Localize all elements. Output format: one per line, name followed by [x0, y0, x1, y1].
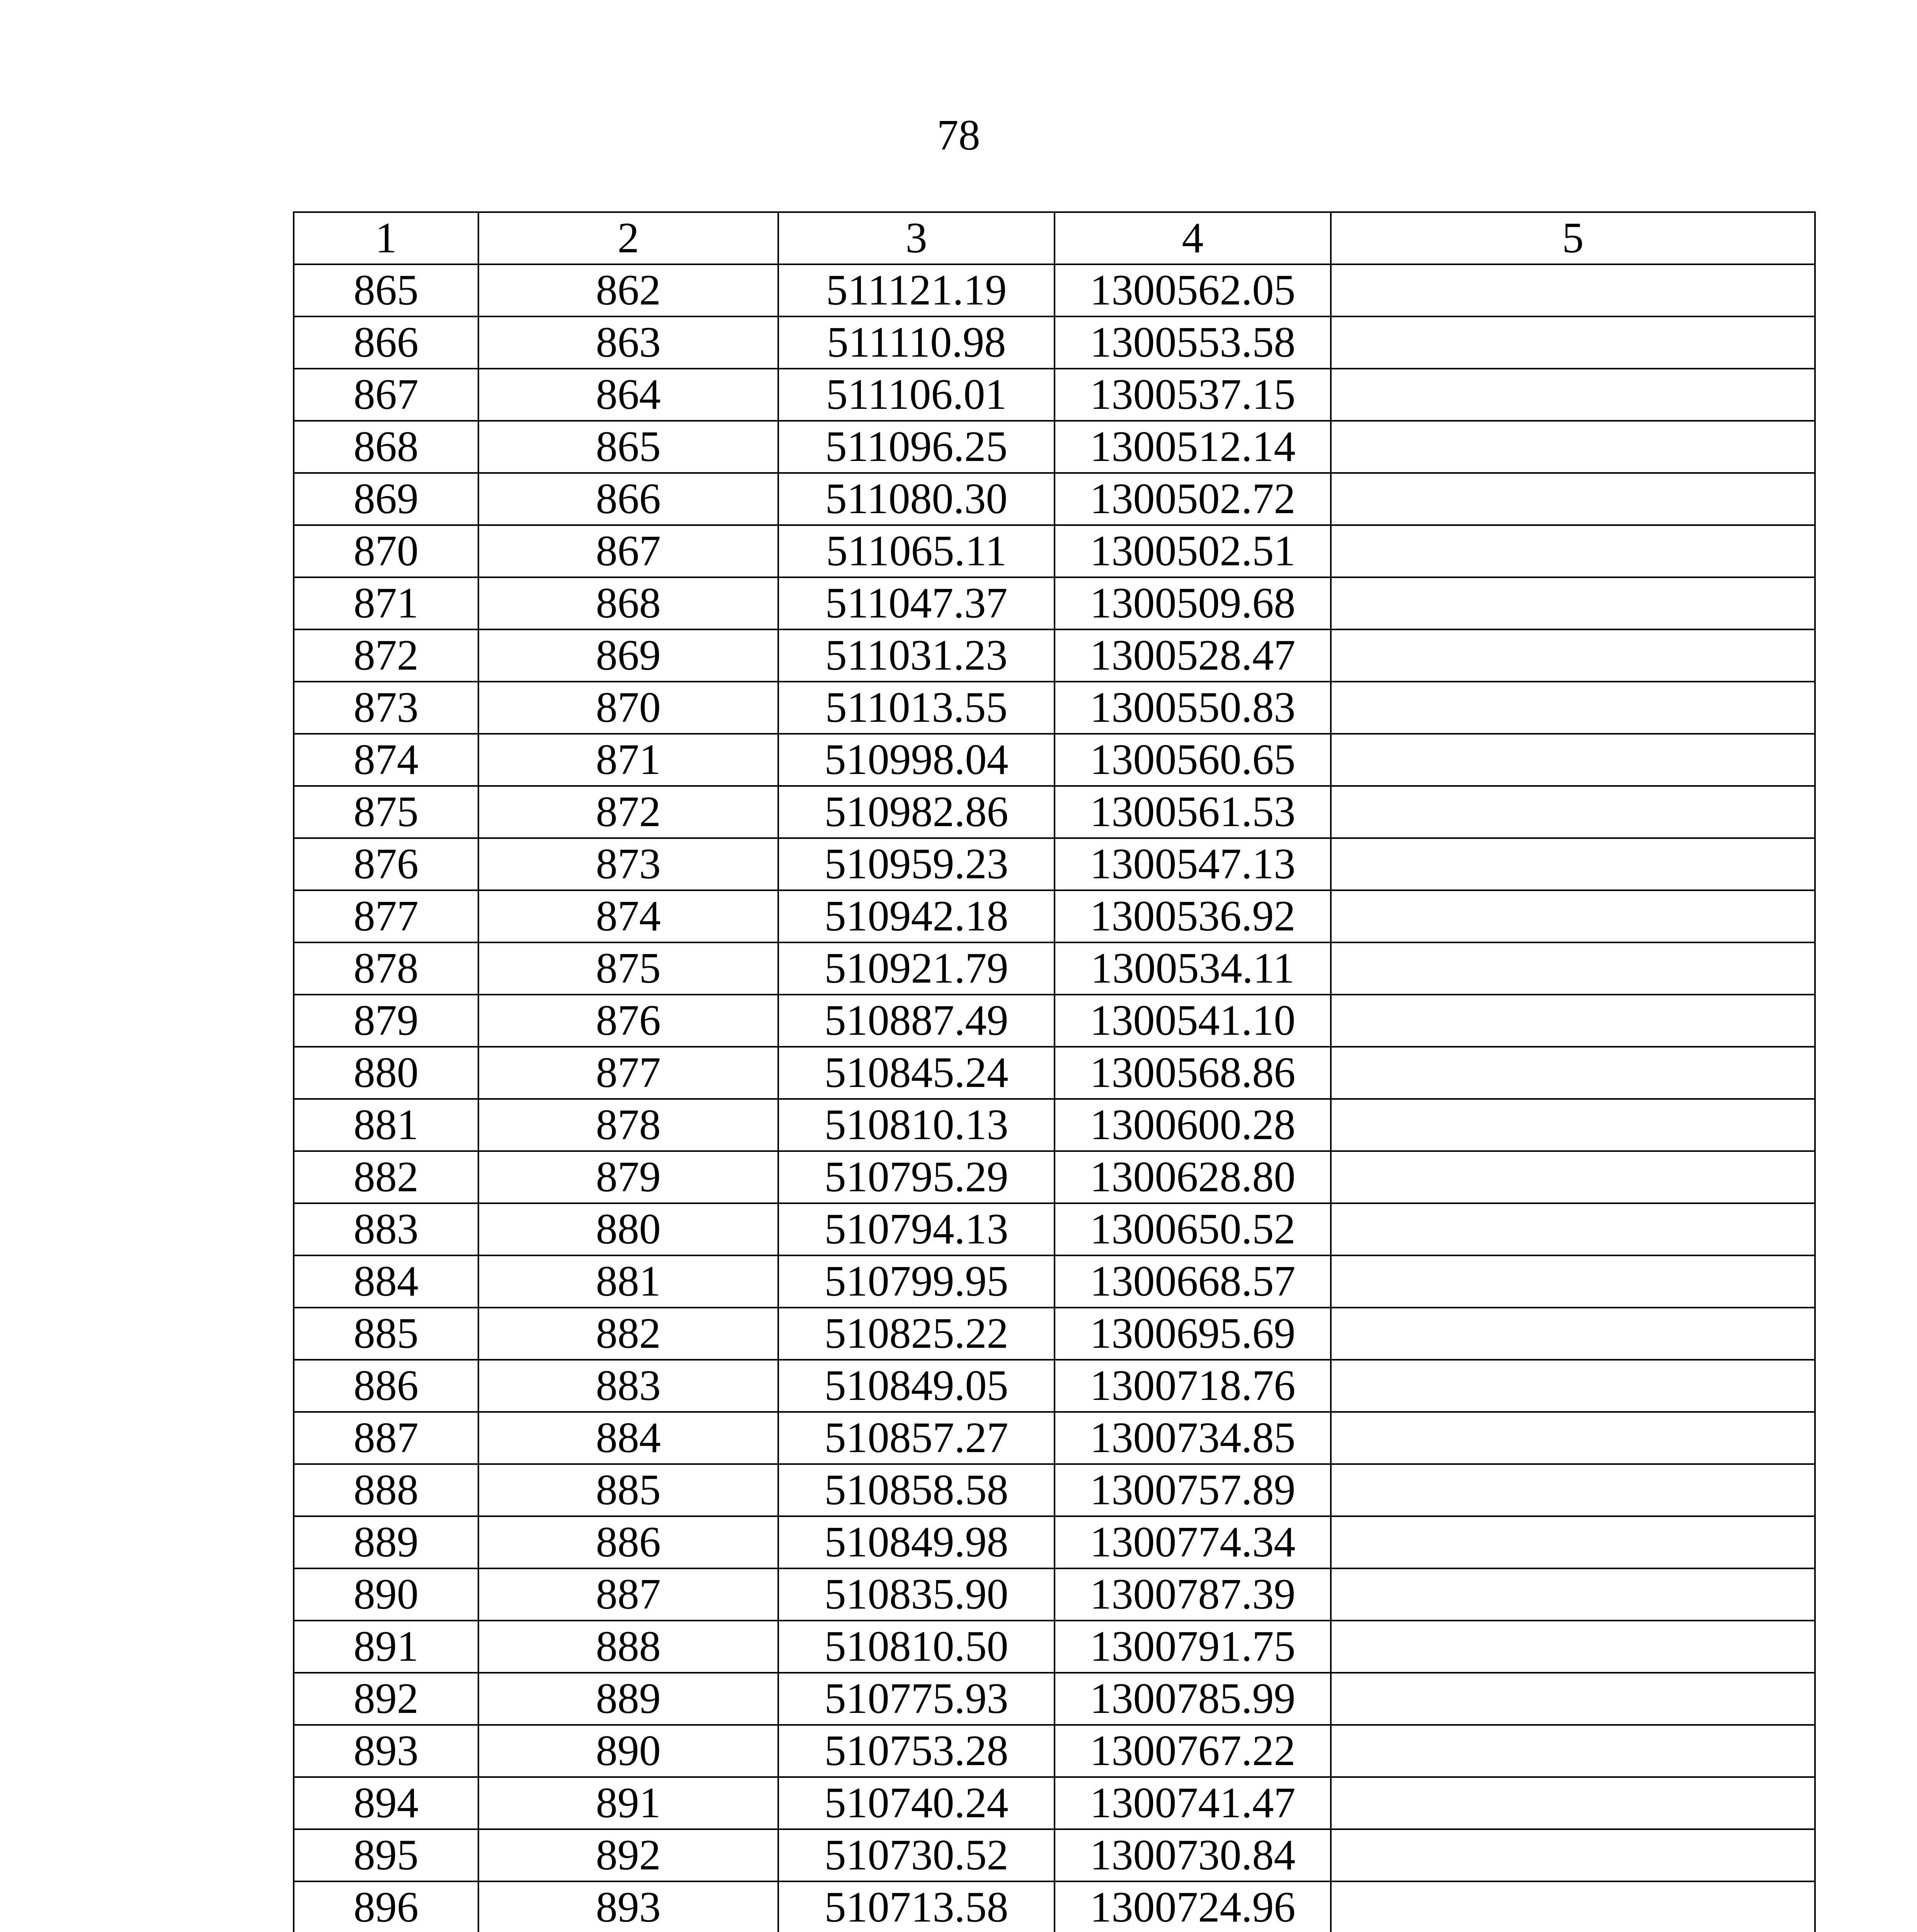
cell-point-number: 886 [294, 1360, 478, 1412]
cell-y: 1300791.75 [1055, 1621, 1331, 1673]
cell-index: 885 [478, 1464, 778, 1516]
cell-x: 511106.01 [778, 369, 1055, 421]
cell-point-number: 875 [294, 786, 478, 838]
cell-x: 510998.04 [778, 734, 1055, 786]
table-row [294, 1047, 1815, 1099]
page-number: 78 [937, 111, 980, 159]
table-header-row [294, 212, 1815, 264]
cell-y: 1300568.86 [1055, 1047, 1331, 1099]
cell-point-number: 894 [294, 1777, 478, 1829]
cell-point-number: 881 [294, 1099, 478, 1151]
table-row [294, 421, 1815, 473]
cell-y: 1300502.51 [1055, 525, 1331, 577]
table-row [294, 1516, 1815, 1568]
cell-index: 874 [478, 890, 778, 942]
header-cell-1: 1 [294, 212, 478, 264]
cell-index: 884 [478, 1412, 778, 1464]
cell-x: 510959.23 [778, 838, 1055, 890]
cell-x: 510730.52 [778, 1829, 1055, 1881]
cell-note [1331, 942, 1815, 995]
cell-x: 510799.95 [778, 1255, 1055, 1308]
table-row [294, 734, 1815, 786]
cell-x: 510775.93 [778, 1673, 1055, 1725]
header-cell-2: 2 [478, 212, 778, 264]
cell-index: 864 [478, 369, 778, 421]
cell-point-number: 876 [294, 838, 478, 890]
table-row [294, 838, 1815, 890]
table-row [294, 1673, 1815, 1725]
table-row [294, 525, 1815, 577]
cell-point-number: 878 [294, 942, 478, 995]
table-body [294, 212, 1815, 1932]
cell-index: 869 [478, 629, 778, 682]
table-row [294, 1829, 1815, 1881]
cell-point-number: 870 [294, 525, 478, 577]
cell-index: 892 [478, 1829, 778, 1881]
table-row [294, 995, 1815, 1047]
cell-index: 870 [478, 682, 778, 734]
cell-point-number: 879 [294, 995, 478, 1047]
cell-x: 511013.55 [778, 682, 1055, 734]
cell-index: 868 [478, 577, 778, 629]
cell-y: 1300537.15 [1055, 369, 1331, 421]
cell-point-number: 885 [294, 1308, 478, 1360]
cell-note [1331, 316, 1815, 369]
cell-point-number: 872 [294, 629, 478, 682]
cell-y: 1300560.65 [1055, 734, 1331, 786]
cell-note [1331, 1047, 1815, 1099]
table-row [294, 1360, 1815, 1412]
cell-x: 510810.13 [778, 1099, 1055, 1151]
cell-note [1331, 734, 1815, 786]
cell-index: 880 [478, 1203, 778, 1255]
cell-note [1331, 1568, 1815, 1621]
cell-point-number: 888 [294, 1464, 478, 1516]
table-row [294, 1881, 1815, 1932]
cell-point-number: 869 [294, 473, 478, 525]
cell-note [1331, 1412, 1815, 1464]
cell-x: 511065.11 [778, 525, 1055, 577]
cell-x: 510942.18 [778, 890, 1055, 942]
cell-index: 863 [478, 316, 778, 369]
cell-point-number: 883 [294, 1203, 478, 1255]
cell-y: 1300774.34 [1055, 1516, 1331, 1568]
cell-y: 1300547.13 [1055, 838, 1331, 890]
cell-x: 511096.25 [778, 421, 1055, 473]
table-row [294, 786, 1815, 838]
table-row [294, 682, 1815, 734]
cell-index: 881 [478, 1255, 778, 1308]
cell-note [1331, 838, 1815, 890]
table-row [294, 1203, 1815, 1255]
cell-x: 510845.24 [778, 1047, 1055, 1099]
cell-y: 1300767.22 [1055, 1725, 1331, 1777]
cell-y: 1300724.96 [1055, 1881, 1331, 1932]
table-row [294, 473, 1815, 525]
cell-x: 510982.86 [778, 786, 1055, 838]
cell-note [1331, 525, 1815, 577]
cell-index: 882 [478, 1308, 778, 1360]
cell-y: 1300512.14 [1055, 421, 1331, 473]
table-row [294, 1412, 1815, 1464]
cell-point-number: 877 [294, 890, 478, 942]
header-cell-5: 5 [1331, 212, 1815, 264]
cell-y: 1300541.10 [1055, 995, 1331, 1047]
cell-x: 510825.22 [778, 1308, 1055, 1360]
cell-note [1331, 890, 1815, 942]
cell-index: 889 [478, 1673, 778, 1725]
cell-note [1331, 1360, 1815, 1412]
cell-y: 1300600.28 [1055, 1099, 1331, 1151]
cell-index: 886 [478, 1516, 778, 1568]
cell-y: 1300502.72 [1055, 473, 1331, 525]
cell-index: 865 [478, 421, 778, 473]
cell-note [1331, 995, 1815, 1047]
cell-x: 510713.58 [778, 1881, 1055, 1932]
cell-note [1331, 473, 1815, 525]
cell-x: 511031.23 [778, 629, 1055, 682]
table-row [294, 942, 1815, 995]
cell-y: 1300536.92 [1055, 890, 1331, 942]
cell-x: 510810.50 [778, 1621, 1055, 1673]
cell-index: 878 [478, 1099, 778, 1151]
cell-point-number: 874 [294, 734, 478, 786]
cell-x: 510740.24 [778, 1777, 1055, 1829]
cell-y: 1300787.39 [1055, 1568, 1331, 1621]
cell-y: 1300550.83 [1055, 682, 1331, 734]
cell-point-number: 887 [294, 1412, 478, 1464]
cell-y: 1300757.89 [1055, 1464, 1331, 1516]
cell-index: 890 [478, 1725, 778, 1777]
cell-note [1331, 421, 1815, 473]
cell-index: 891 [478, 1777, 778, 1829]
table-row [294, 316, 1815, 369]
cell-x: 510921.79 [778, 942, 1055, 995]
cell-note [1331, 1308, 1815, 1360]
cell-point-number: 896 [294, 1881, 478, 1932]
cell-point-number: 893 [294, 1725, 478, 1777]
cell-y: 1300741.47 [1055, 1777, 1331, 1829]
cell-note [1331, 264, 1815, 316]
cell-y: 1300650.52 [1055, 1203, 1331, 1255]
cell-y: 1300695.69 [1055, 1308, 1331, 1360]
cell-index: 893 [478, 1881, 778, 1932]
cell-point-number: 865 [294, 264, 478, 316]
table-row [294, 577, 1815, 629]
cell-y: 1300785.99 [1055, 1673, 1331, 1725]
cell-point-number: 891 [294, 1621, 478, 1673]
cell-x: 510794.13 [778, 1203, 1055, 1255]
cell-note [1331, 1151, 1815, 1203]
cell-x: 511110.98 [778, 316, 1055, 369]
table-row [294, 890, 1815, 942]
table-row [294, 1308, 1815, 1360]
cell-note [1331, 629, 1815, 682]
cell-y: 1300628.80 [1055, 1151, 1331, 1203]
coordinates-table [293, 211, 1816, 1932]
cell-index: 872 [478, 786, 778, 838]
cell-x: 510849.98 [778, 1516, 1055, 1568]
cell-index: 879 [478, 1151, 778, 1203]
table-row [294, 1255, 1815, 1308]
cell-x: 510753.28 [778, 1725, 1055, 1777]
cell-note [1331, 1203, 1815, 1255]
cell-x: 510858.58 [778, 1464, 1055, 1516]
cell-index: 883 [478, 1360, 778, 1412]
cell-y: 1300718.76 [1055, 1360, 1331, 1412]
cell-index: 875 [478, 942, 778, 995]
cell-y: 1300734.85 [1055, 1412, 1331, 1464]
cell-note [1331, 682, 1815, 734]
cell-point-number: 867 [294, 369, 478, 421]
table-row [294, 1621, 1815, 1673]
cell-x: 510887.49 [778, 995, 1055, 1047]
table-row [294, 1099, 1815, 1151]
cell-point-number: 895 [294, 1829, 478, 1881]
cell-y: 1300528.47 [1055, 629, 1331, 682]
cell-note [1331, 1516, 1815, 1568]
table-row [294, 1725, 1815, 1777]
table-row [294, 1151, 1815, 1203]
cell-index: 887 [478, 1568, 778, 1621]
cell-point-number: 892 [294, 1673, 478, 1725]
cell-index: 877 [478, 1047, 778, 1099]
table-row [294, 369, 1815, 421]
cell-index: 888 [478, 1621, 778, 1673]
table-row [294, 1568, 1815, 1621]
cell-index: 871 [478, 734, 778, 786]
cell-y: 1300509.68 [1055, 577, 1331, 629]
cell-x: 511047.37 [778, 577, 1055, 629]
cell-note [1331, 1673, 1815, 1725]
cell-y: 1300553.58 [1055, 316, 1331, 369]
cell-point-number: 868 [294, 421, 478, 473]
cell-note [1331, 786, 1815, 838]
cell-note [1331, 369, 1815, 421]
header-cell-4: 4 [1055, 212, 1331, 264]
cell-note [1331, 1099, 1815, 1151]
cell-index: 873 [478, 838, 778, 890]
cell-y: 1300562.05 [1055, 264, 1331, 316]
header-cell-3: 3 [778, 212, 1055, 264]
table-row [294, 629, 1815, 682]
cell-point-number: 880 [294, 1047, 478, 1099]
cell-note [1331, 1881, 1815, 1932]
cell-index: 867 [478, 525, 778, 577]
cell-y: 1300534.11 [1055, 942, 1331, 995]
cell-index: 862 [478, 264, 778, 316]
table-row [294, 264, 1815, 316]
table-row [294, 1464, 1815, 1516]
cell-note [1331, 1829, 1815, 1881]
cell-index: 876 [478, 995, 778, 1047]
cell-point-number: 871 [294, 577, 478, 629]
cell-x: 510849.05 [778, 1360, 1055, 1412]
cell-point-number: 889 [294, 1516, 478, 1568]
cell-note [1331, 577, 1815, 629]
cell-x: 511121.19 [778, 264, 1055, 316]
cell-point-number: 873 [294, 682, 478, 734]
cell-x: 511080.30 [778, 473, 1055, 525]
cell-y: 1300561.53 [1055, 786, 1331, 838]
cell-note [1331, 1464, 1815, 1516]
cell-note [1331, 1255, 1815, 1308]
cell-point-number: 882 [294, 1151, 478, 1203]
cell-x: 510795.29 [778, 1151, 1055, 1203]
cell-point-number: 890 [294, 1568, 478, 1621]
cell-y: 1300730.84 [1055, 1829, 1331, 1881]
cell-x: 510857.27 [778, 1412, 1055, 1464]
cell-note [1331, 1725, 1815, 1777]
cell-note [1331, 1621, 1815, 1673]
cell-y: 1300668.57 [1055, 1255, 1331, 1308]
cell-point-number: 884 [294, 1255, 478, 1308]
cell-x: 510835.90 [778, 1568, 1055, 1621]
cell-note [1331, 1777, 1815, 1829]
cell-point-number: 866 [294, 316, 478, 369]
cell-index: 866 [478, 473, 778, 525]
table-row [294, 1777, 1815, 1829]
